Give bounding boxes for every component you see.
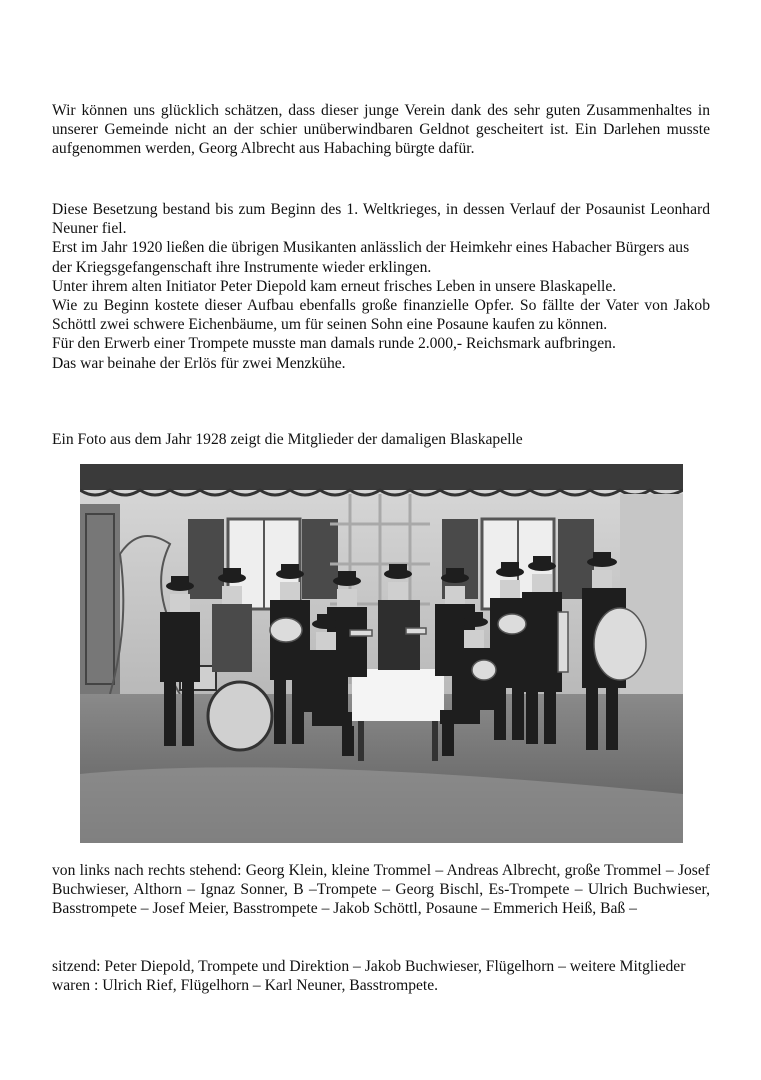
text-line-trumpet-cost: Für den Erwerb einer Trompete musste man damals runde 2.000,- Reichsmark aufbringen.: [52, 335, 616, 353]
paragraph-postwar-history: [52, 200, 710, 373]
band-photo-1928: [80, 464, 683, 843]
photo-caption-seated: sitzend: Peter Diepold, Trompete und Direktion – Jakob Buchwieser, Flügelhorn – weitere Mitglieder waren : Ulrich Rief, Flügelhorn – Karl Neuner, Basstrompete.: [52, 958, 686, 995]
text-line-oak-trees: Wie zu Beginn kostete dieser Aufbau ebenfalls große finanzielle Opfer. So fällte der Vater von Jakob Schöttl zwei schwere Eichenbäume, um für seinen Sohn eine Posaune kaufen zu können.: [52, 297, 710, 334]
text-line-1920: Erst im Jahr 1920 ließen die übrigen Musikanten anlässlich der Heimkehr eines Habacher Bürgers aus der Kriegsgefangenschaft ihre Instrumente wieder erklingen.: [52, 239, 690, 276]
text-line-initiator: Unter ihrem alten Initiator Peter Diepold kam erneut frisches Leben in unsere Blaskapelle.: [52, 277, 617, 295]
text-line-cows: Das war beinahe der Erlös für zwei Menzkühe.: [52, 354, 346, 372]
photo-intro-text: Ein Foto aus dem Jahr 1928 zeigt die Mitglieder der damaligen Blaskapelle: [52, 431, 523, 448]
paragraph-founding-loan: Wir können uns glücklich schätzen, dass dieser junge Verein dank des sehr guten Zusammenhaltes in unserer Gemeinde nicht an der schier unüberwindbaren Geldnot gescheitert ist. Ein Darlehen musste aufgenommen werden, Georg Albrecht aus Habaching bürgte dafür.: [52, 102, 710, 158]
text-line-wwi: Diese Besetzung bestand bis zum Beginn des 1. Weltkrieges, in dessen Verlauf der Posaunist Leonhard Neuner fiel.: [52, 201, 710, 238]
photo-caption-standing: von links nach rechts stehend: Georg Klein, kleine Trommel – Andreas Albrecht, große Trommel – Josef Buchwieser, Althorn – Ignaz Sonner, B –Trompete – Georg Bischl, Es-Trompete – Ulrich Buchwieser, Basstrompete – Josef Meier, Basstrompete – Jakob Schöttl, Posaune – Emmerich Heiß, Baß –: [52, 862, 710, 918]
band-photo-illustration: [80, 464, 683, 843]
